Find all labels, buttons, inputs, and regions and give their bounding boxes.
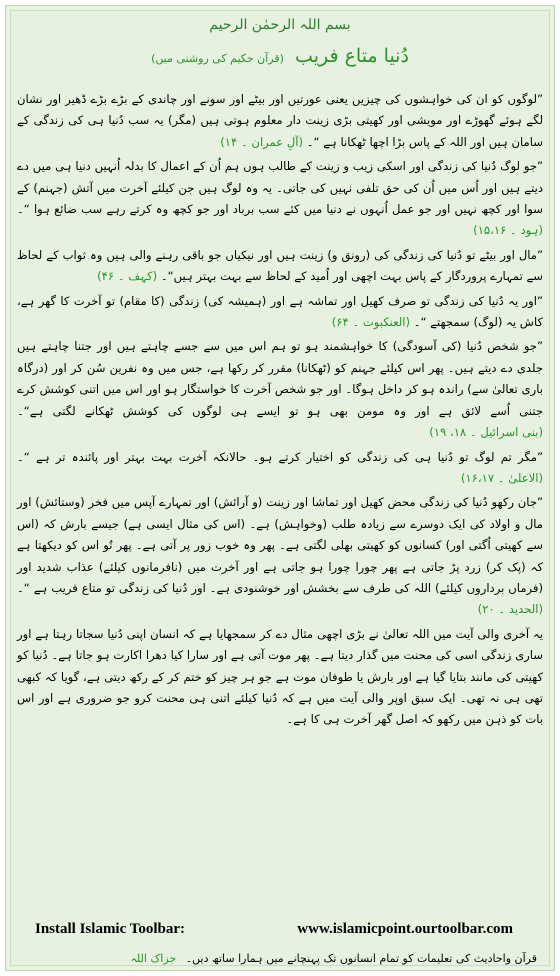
page-subtitle: (قرآن حکیم کی روشنی میں): [151, 52, 284, 65]
verse-reference: (الحدید ۔ ۲۰): [477, 602, 543, 617]
closing-line: [21, 952, 537, 965]
verse-text: ”جان رکھو دُنیا کی زندگی محض کھیل اور تماشا اور زینت (و آرائش) اور تمہارے آپس میں فخر (وستائش) اور مال و اولاد کی ایک دوسرے سے زیادہ طلب (وخواہش) ہے۔ (اس کی مثال ایسی ہے) جیسے بارش کہ (اس سے کھیتی اُگتی اور) کسانوں کو کھیتی بھلی لگتی ہے۔ پھر وہ خوب زور پر آتی ہے۔ پھر تُو اس کو دیکھتا ہے کہ (پک کر) زرد پڑ جاتی ہے پھر چورا چورا ہو جاتی ہے اور آخرت میں (نافرمانوں کیلئے) عذاب شدید اور (فرماں برداروں کیلئے) اللہ کی طرف سے بخشش اور خوشنودی ہے۔ اور دُنیا کی زندگی تو متاع فریب ہے “۔: [17, 495, 543, 595]
verse-reference: (آلِ عمران ۔ ۱۴): [220, 134, 304, 149]
verse-paragraph-7: [17, 492, 543, 620]
bismillah-heading: بسم اللہ الرحمٰن الرحیم: [209, 17, 351, 33]
document-card: [5, 5, 555, 971]
verse-reference: (کہف ۔ ۴۶): [97, 269, 158, 284]
verse-paragraph-3: [17, 245, 543, 288]
page-title: دُنیا متاع فریب: [295, 45, 409, 67]
verse-reference: (بنی اسرائیل ۔ ۱۸، ۱۹): [429, 425, 543, 440]
verse-reference: (العنکبوت ۔ ۶۴): [331, 315, 411, 330]
toolbar-link[interactable]: www.islamicpoint.ourtoolbar.com: [297, 921, 513, 937]
verse-text: ”لوگوں کو ان کی خواہشوں کی چیزیں یعنی عورتیں اور بیٹے اور سونے اور چاندی کے بڑے بڑے ڈھیر اور نشان لگے ہوئے گھوڑے اور مویشی اور کھیتی بڑی زینت دار معلوم ہوتی ہیں (مگر) یہ سب دُنیا ہی کی زندگی کے سامان ہیں اور اللہ کے پاس بڑا اچھا ٹھکانا ہے “۔: [17, 92, 543, 149]
verse-reference: (ہود ۔ ۱۵،۱۶): [473, 223, 543, 238]
verse-paragraph-4: [17, 291, 543, 334]
toolbar-promo: [25, 921, 535, 941]
verse-paragraph-1: [17, 89, 543, 153]
verse-text: ”مگر تم لوگ تو دُنیا ہی کی زندگی کو اختیار کرتے ہو۔ حالانکہ آخرت بہت بہتر اور پائندہ تر ہے “۔: [17, 449, 543, 464]
toolbar-label: Install Islamic Toolbar:: [35, 921, 186, 937]
verse-reference: (الاعلیٰ ۔ ۱۶،۱۷): [460, 470, 543, 485]
verse-paragraph-5: [17, 336, 543, 443]
verse-text: ”جو لوگ دُنیا کی زندگی اور اسکی زیب و زینت کے طالب ہوں ہم اُن کے اعمال کا بدلہ اُنہیں دنیا ہی میں دے دیتے ہیں اور اُس میں اُن کی حق تلفی نہیں کی جاتی۔ یہ وہ لوگ ہیں جن کیلئے آخرت میں آتش (جہنم) کے سوا اور کچھ نہیں اور جو عمل اُنہوں نے دنیا میں کئے سب برباد اور جو کچھ وہ کرتے رہے سب ضائع ہوا “۔: [17, 159, 543, 217]
article-body: [17, 89, 543, 899]
commentary-text: یہ آخری والی آیت میں اللہ تعالیٰ نے بڑی اچھی مثال دے کر سمجھایا ہے کہ انسان اپنی دُنیا سجاتا رہتا ہے اور ساری زندگی اسی کی محنت میں گذار دیتا ہے۔ پھر موت آتی ہے اور سارا کیا دھرا اکارت ہو جاتا ہے۔ دُنیا کو کھیتی کی مانند بتایا گیا ہے اور بارش یا طوفان موت ہے جو ہر چیز کو ختم کر کے رکھ دیتی ہے، گویا کہ کبھی تھی ہی نہ تھی۔ ایک سبق اوپر والی آیت میں ہے کہ دُنیا کیلئے اتنی ہی محنت کرو جو ضروری ہے اور اس بات کو ذہن میں رکھو کہ اصل گھر آخرت ہی کا ہے۔: [17, 626, 543, 727]
commentary-paragraph: [17, 624, 543, 731]
verse-paragraph-2: [17, 156, 543, 242]
verse-paragraph-6: [17, 447, 543, 490]
closing-text: قرآن واحادیث کی تعلیمات کو تمام انسانوں تک پہنچانے میں ہمارا ساتھ دیں۔: [185, 952, 537, 965]
title-row: [11, 45, 549, 67]
document-panel: [10, 10, 550, 966]
verse-text: ”اور یہ دُنیا کی زندگی تو صرف کھیل اور تماشہ ہے اور (ہمیشہ کی) زندگی (کا مقام) تو آخرت کا گھر ہے، کاش یہ (لوگ) سمجھتے “۔: [17, 293, 543, 330]
verse-text: ”جو شخص دُنیا (کی آسودگی) کا خواہشمند ہو تو ہم اس میں سے جسے چاہتے ہیں اور جتنا چاہتے ہیں جلدی دے دیتے ہیں۔ پھر اس کیلئے جہنم کو (ٹھکانا) مقرر کر رکھا ہے، جس میں وہ نفرین سُن کر اور (درگاہ باری تعالیٰ سے) راندہ ہو کر داخل ہوگا۔ اور جو شخص آخرت کا خواستگار ہو اور اس میں اتنی کوشش کرے جتنی اُسے لائق ہے اور وہ مومن بھی ہو تو ایسے ہی لوگوں کی کوشش ٹھکانے لگتی ہے“۔: [17, 339, 543, 418]
verse-text: ”مال اور بیٹے تو دُنیا کی زندگی کی (رونق و) زینت ہیں اور نیکیاں جو باقی رہنے والی ہیں وہ ثواب کے لحاظ سے تمہارے پروردگار کے پاس بہت اچھی اور اُمید کے لحاظ سے بہت بہتر ہیں“۔: [17, 247, 543, 284]
thanks-text: جزاک اللہ: [130, 952, 177, 965]
